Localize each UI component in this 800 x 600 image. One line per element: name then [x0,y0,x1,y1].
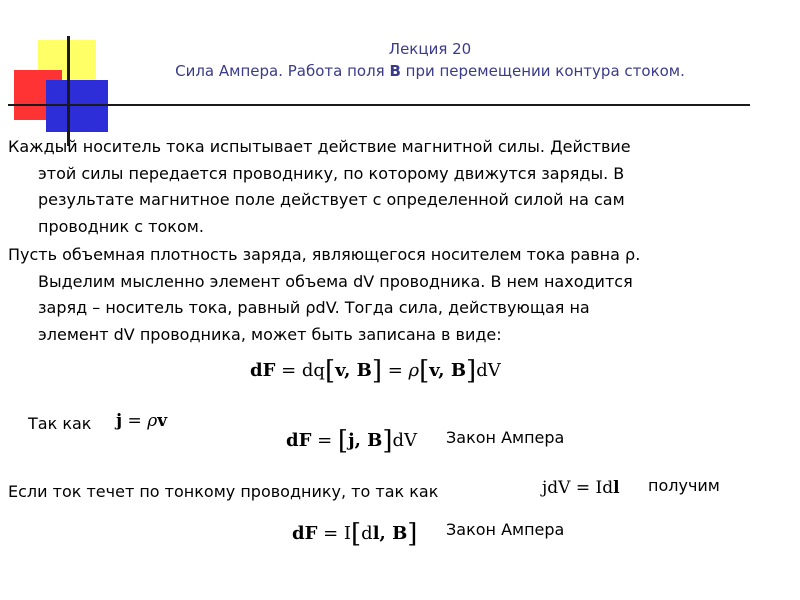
text-line: Каждый носитель тока испытывает действие магнитной силы. Действие [8,137,631,156]
text-line: Пусть объемная плотность заряда, являющегося носителем тока равна ρ. [8,245,641,264]
ampere-law-label: Закон Ампера [446,428,565,447]
lecture-number: Лекция 20 [388,40,472,58]
formula-lhs: dF [250,360,276,381]
formula-ampere-thin: dF = I[dl, B] [292,519,418,549]
lecture-subtitle [110,60,750,82]
paragraph-density [8,242,788,348]
formula-l: l [613,478,620,498]
slide-title [110,38,750,82]
formula-part: dV [476,360,501,381]
formula-part: = dq [275,360,325,381]
thin-conductor-text: Если ток течет по тонкому проводнику, то так как [8,482,439,501]
ampere-law-label: Закон Ампера [446,520,565,539]
decor-vertical-line [67,36,70,146]
formula-vector-product: j, B [348,430,383,451]
formula-ampere-density: dF = [j, B]dV [286,426,418,456]
formula-part: = [122,411,148,431]
text-line: элемент dV проводника, может быть записана в виде: [38,324,502,344]
formula-part: jdV = Id [542,478,614,498]
since-label: Так как [28,414,92,433]
formula-v: v [157,411,168,431]
formula-j: j [116,411,123,431]
paragraph-carriers [8,134,788,240]
formula-force-element: dF = dq[v, B] = ρ[v, B]dV [250,356,501,386]
formula-current-element [542,478,620,498]
formula-current-density [116,411,167,431]
text-line: Выделим мысленно элемент объема dV проводника. В нем находится [38,271,633,291]
formula-part: dV [392,430,418,451]
formula-vector-product: v, B [429,360,467,381]
formula-lhs: dF [286,430,312,451]
formula-d: d [361,523,373,544]
text-line: проводник с током. [38,216,204,236]
decor-blue-square [46,80,108,132]
subtitle-part: при перемещении контура стоком. [400,62,685,80]
formula-rho: ρ [147,411,158,431]
text-line: заряд – носитель тока, равный ρdV. Тогда сила, действующая на [38,298,590,317]
formula-part: = I [317,523,352,544]
formula-part: = [311,430,338,451]
text-line: этой силы передается проводнику, по которому движутся заряды. В [38,163,625,183]
formula-l: l [372,523,380,544]
formula-rho: ρ [408,360,420,381]
result-label: получим [648,476,720,495]
formula-part: = [382,360,409,381]
formula-vector-product: v, B [335,360,372,381]
formula-part: , B [379,523,408,544]
subtitle-part: Сила Ампера. Работа поля [175,62,390,80]
formula-lhs: dF [292,523,318,544]
subtitle-bold-b: B [389,62,401,80]
text-line: результате магнитное поле действует с определенной силой на сам [38,190,625,209]
header-divider [8,104,750,106]
